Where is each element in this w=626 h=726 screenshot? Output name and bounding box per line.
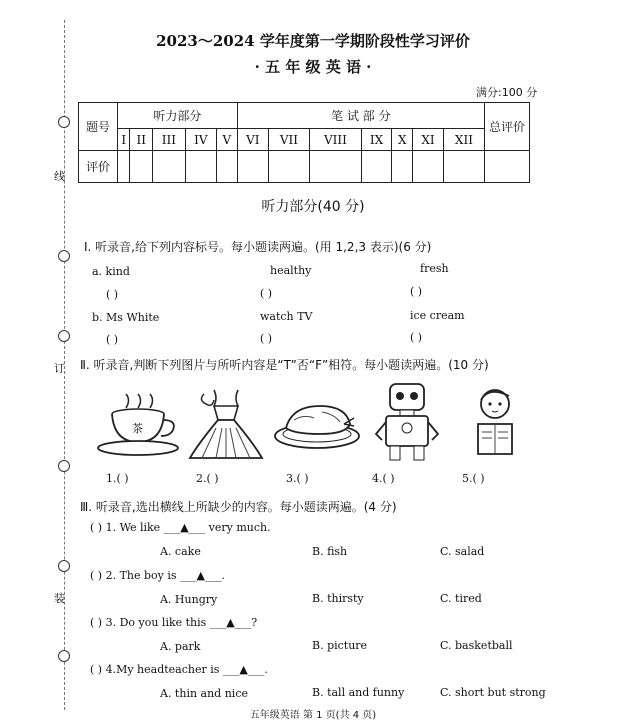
header-cell-written: 笔 试 部 分 [237,103,484,129]
part1-item-b1: b. Ms White [92,311,160,324]
question-stem: ( ) 1. We like ___▲___ very much. [90,521,271,534]
answer-blank[interactable]: ( ) [410,331,423,344]
score-cell[interactable] [216,151,237,183]
question-stem: ( ) 4.My headteacher is ___▲___. [90,663,268,676]
score-cell[interactable] [443,151,484,183]
answer-blank[interactable]: ( ) [106,333,119,346]
column-label: IX [361,129,392,151]
option-b[interactable]: B. thirsty [312,592,364,605]
teacup-image [96,390,186,460]
page-footer: 五年级英语 第 1 页(共 4 页) [249,710,377,721]
part1-item-a3: fresh [420,262,449,275]
exam-title: 2023～2024 学年度第一学期阶段性学习评价 [156,32,470,50]
picture-answer-3[interactable]: 3.( ) [286,472,309,485]
question-stem: ( ) 2. The boy is ___▲___. [90,569,225,582]
column-label: XII [443,129,484,151]
part1-item-a1: a. kind [92,265,130,278]
score-cell[interactable] [413,151,444,183]
column-label: II [130,129,153,151]
binding-hole [58,330,70,342]
score-cell[interactable] [130,151,153,183]
score-cell[interactable] [237,151,268,183]
binding-hole [58,650,70,662]
column-label: I [118,129,130,151]
column-label: VI [237,129,268,151]
column-label: V [216,129,237,151]
option-a[interactable]: A. Hungry [160,593,218,606]
binding-label-ding: 订 [54,362,65,375]
option-a[interactable]: A. park [160,640,201,653]
binding-hole [58,560,70,572]
answer-blank[interactable]: ( ) [106,288,119,301]
option-c[interactable]: C. basketball [440,639,513,652]
part1-instruction: Ⅰ. 听录音,给下列内容标号。每小题读两遍。(用 1,2,3 表示)(6 分) [84,240,432,254]
option-b[interactable]: B. fish [312,545,348,558]
binding-label-zhuang: 装 [54,592,65,605]
picture-answer-5[interactable]: 5.( ) [462,472,485,485]
answer-blank[interactable]: ( ) [410,285,423,298]
column-label: X [392,129,413,151]
score-cell[interactable] [153,151,186,183]
full-score: 满分:100 分 [476,86,538,99]
picture-answer-4[interactable]: 4.( ) [372,472,395,485]
score-cell[interactable] [310,151,362,183]
column-label: IV [185,129,216,151]
binding-label-xian: 线 [54,170,65,183]
option-c[interactable]: C. tired [440,592,482,605]
row-label-pingjia: 评价 [79,151,118,183]
exam-subtitle: · 五 年 级 英 语 · [254,58,372,76]
column-label: VII [268,129,309,151]
svg-text:茶: 茶 [132,422,143,435]
part1-item-b3: ice cream [410,309,465,322]
binding-hole [58,116,70,128]
option-c[interactable]: C. short but strong [440,686,546,699]
answer-blank[interactable]: ( ) [260,332,273,345]
roast-chicken-image [272,398,362,454]
binding-hole [58,250,70,262]
part3-instruction: Ⅲ. 听录音,选出横线上所缺少的内容。每小题读两遍。(4 分) [80,500,397,514]
column-label: VIII [310,129,362,151]
option-b[interactable]: B. tall and funny [312,686,405,699]
part1-item-b2: watch TV [260,310,313,323]
option-c[interactable]: C. salad [440,545,485,558]
score-cell[interactable] [268,151,309,183]
score-cell[interactable] [185,151,216,183]
header-cell-listening: 听力部分 [118,103,238,129]
picture-answer-2[interactable]: 2.( ) [196,472,219,485]
score-cell[interactable] [118,151,130,183]
option-a[interactable]: A. thin and nice [160,687,248,700]
option-a[interactable]: A. cake [160,545,201,558]
score-cell-total[interactable] [485,151,530,183]
boy-reading-image [468,384,522,464]
part2-instruction: Ⅱ. 听录音,判断下列图片与所听内容是“T”否“F”相符。每小题读两遍。(10 分) [80,358,489,372]
answer-blank[interactable]: ( ) [260,287,273,300]
header-cell-total: 总评价 [485,103,530,151]
dress-image [186,384,266,464]
question-stem: ( ) 3. Do you like this ___▲___? [90,616,258,629]
picture-answer-1[interactable]: 1.( ) [106,472,129,485]
part1-item-a2: healthy [270,264,312,277]
column-label: III [153,129,186,151]
score-table [78,102,530,183]
robot-image [372,380,442,466]
header-cell-tihao: 题号 [79,103,118,151]
score-cell[interactable] [361,151,392,183]
section-title: 听力部分(40 分) [261,199,365,215]
score-cell[interactable] [392,151,413,183]
column-label: XI [413,129,444,151]
option-b[interactable]: B. picture [312,639,368,652]
binding-hole [58,460,70,472]
